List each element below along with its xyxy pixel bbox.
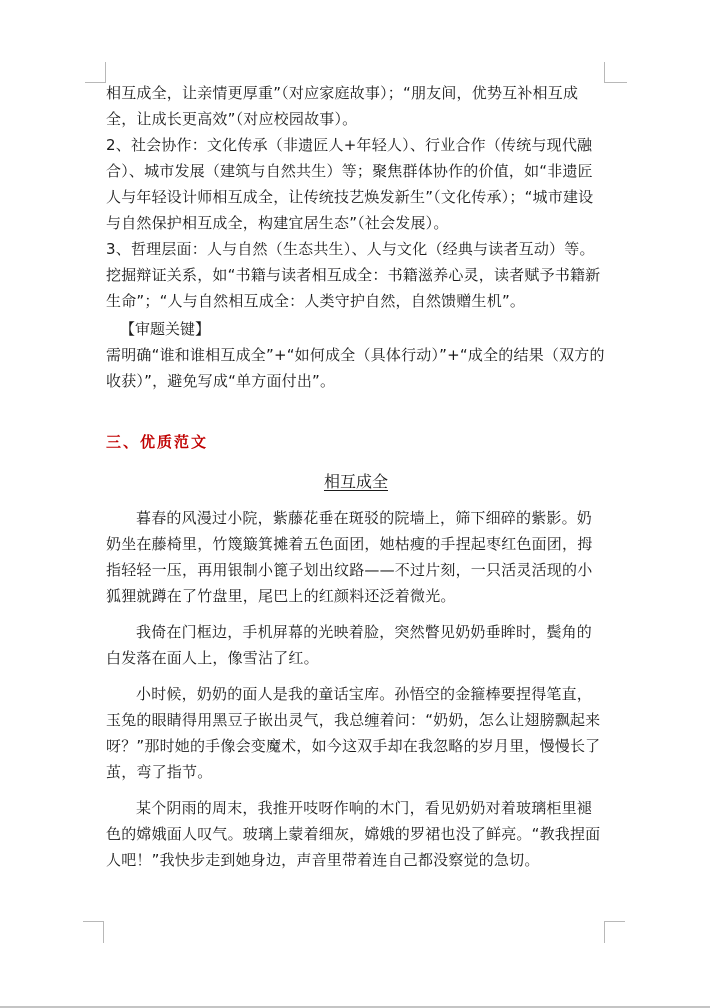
margin-corner-mark-top-left	[85, 62, 106, 83]
essay-paragraph: 某个阴雨的周末，我推开吱呀作响的木门，看见奶奶对着玻璃柜里褪色的嫦娥面人叹气。玻璃上蒙着细灰，嫦娥的罗裙也没了鲜亮。“教我捏面人吧！”我快步走到她身边，声音里带着连自己都没察觉的急切。	[106, 799, 601, 869]
essay-paragraph: 暮春的风漫过小院，紫藤花垂在斑驳的院墙上，筛下细碎的紫影。奶奶坐在藤椅里，竹篾簸箕摊着五色面团，她枯瘦的手捏起枣红色面团，拇指轻轻一压，再用银制小篦子划出纹路——不过片刻，一只活灵活现的小狐狸就蹲在了竹盘里，尾巴上的红颜料还泛着微光。	[106, 509, 593, 605]
section-heading: 三、优质范文	[106, 433, 209, 451]
essay-title	[106, 469, 606, 495]
essay-body	[106, 505, 606, 873]
document-body	[106, 80, 606, 873]
point-2-paragraph: 2、社会协作：文化传承（非遗匠人+年轻人）、行业合作（传统与现代融合）、城市发展（建筑与自然共生）等；聚焦群体协作的价值，如“非遗匠人与年轻设计师相互成全，让传统技艺焕发新生”（文化传承）；“城市建设与自然保护相互成全，构建宜居生态”（社会发展）。	[106, 136, 594, 232]
margin-corner-mark-top-right	[604, 62, 627, 83]
key-points-text: 需明确“谁和谁相互成全”+“如何成全（具体行动）”+“成全的结果（双方的收获）”，避免写成“单方面付出”。	[106, 346, 605, 390]
essay-paragraph: 我倚在门框边，手机屏幕的光映着脸，突然瞥见奶奶垂眸时，鬓角的白发落在面人上，像雪沾了红。	[106, 623, 593, 667]
essay-title-text: 相互成全	[323, 472, 388, 491]
key-points-title: 【审题关键】	[120, 320, 211, 338]
essay-paragraph: 小时候，奶奶的面人是我的童话宝库。孙悟空的金箍棒要捏得笔直，玉兔的眼睛得用黑豆子嵌出灵气，我总缠着问：“奶奶，怎么让翅膀飘起来呀？”那时她的手像会变魔术，如今这双手却在我忽略的岁月里，慢慢长了茧，弯了指节。	[106, 685, 601, 781]
point-3-paragraph: 3、哲理层面：人与自然（生态共生）、人与文化（经典与读者互动）等。挖掘辩证关系，如“书籍与读者相互成全：书籍滋养心灵，读者赋予书籍新生命”；“人与自然相互成全：人类守护自然，自然馈赠生机”。	[106, 240, 601, 310]
continuation-paragraph: 相互成全，让亲情更厚重”（对应家庭故事）；“朋友间，优势互补相互成全，让成长更高效”（对应校园故事）。	[106, 84, 579, 128]
margin-corner-mark-bottom-right	[604, 921, 625, 943]
margin-corner-mark-bottom-left	[83, 921, 104, 943]
